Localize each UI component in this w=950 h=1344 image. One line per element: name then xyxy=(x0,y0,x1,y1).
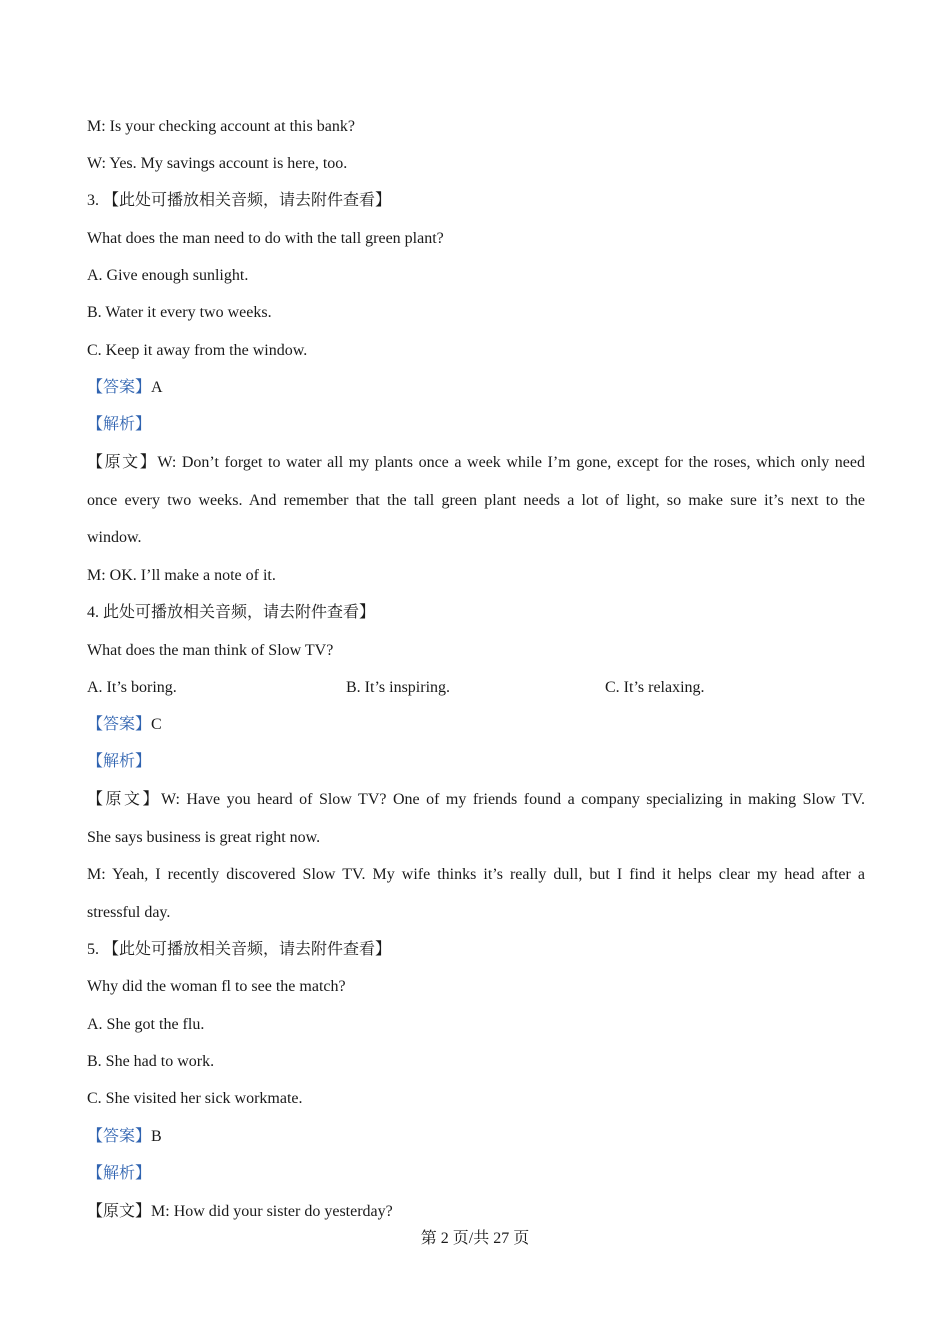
answer-value: A xyxy=(151,379,163,396)
original-text-tag: 【原文】 xyxy=(87,454,158,471)
analysis-tag: 【解析】 xyxy=(87,416,152,433)
question-3-option-c: C. Keep it away from the window. xyxy=(87,342,308,359)
transcript-line: window. xyxy=(87,529,142,546)
question-5-option-a: A. She got the flu. xyxy=(87,1016,205,1033)
answer-tag: 【答案】 xyxy=(87,716,152,733)
answer-value: C xyxy=(151,716,162,733)
transcript-line: M: Yeah, I recently discovered Slow TV. My wife thinks it’s really dull, but I find it helps clear my head after a xyxy=(87,866,865,883)
analysis-tag: 【解析】 xyxy=(87,753,152,770)
transcript-line: once every two weeks. And remember that the tall green plant needs a lot of light, so make sure it’s next to the xyxy=(87,492,865,509)
question-3-title: 3. 【此处可播放相关音频，请去附件查看】 xyxy=(87,192,392,209)
question-5-option-c: C. She visited her sick workmate. xyxy=(87,1090,303,1107)
dialogue-line: M: Is your checking account at this bank? xyxy=(87,118,355,135)
transcript-line: stressful day. xyxy=(87,904,171,921)
original-text-tag: 【原文】 xyxy=(87,791,161,808)
question-4-text: What does the man think of Slow TV? xyxy=(87,642,334,659)
transcript-text: W: Don’t forget to water all my plants once a week while I’m gone, except for the roses, which only need xyxy=(157,454,865,471)
answer-tag: 【答案】 xyxy=(87,1128,152,1145)
transcript-line xyxy=(87,790,865,810)
answer-value: B xyxy=(151,1128,162,1145)
question-3-text: What does the man need to do with the tall green plant? xyxy=(87,230,444,247)
page-footer: 第 2 页/共 27 页 xyxy=(420,1230,530,1247)
dialogue-line: W: Yes. My savings account is here, too. xyxy=(87,155,348,172)
analysis-tag: 【解析】 xyxy=(87,1165,152,1182)
transcript-line: M: OK. I’ll make a note of it. xyxy=(87,567,276,584)
question-3-option-a: A. Give enough sunlight. xyxy=(87,267,249,284)
transcript-line xyxy=(87,1202,865,1222)
question-5-answer xyxy=(87,1127,865,1147)
transcript-line: She says business is great right now. xyxy=(87,829,321,846)
transcript-text: W: Have you heard of Slow TV? One of my friends found a company specializing in making Slow TV. xyxy=(160,791,865,808)
answer-tag: 【答案】 xyxy=(87,379,152,396)
question-5-title: 5. 【此处可播放相关音频，请去附件查看】 xyxy=(87,941,392,958)
question-5-text: Why did the woman fl to see the match? xyxy=(87,978,346,995)
question-4-answer xyxy=(87,715,865,735)
question-4-option-b: B. It’s inspiring. xyxy=(346,679,451,696)
question-5-option-b: B. She had to work. xyxy=(87,1053,215,1070)
question-4-option-a: A. It’s boring. xyxy=(87,679,177,696)
transcript-text: M: How did your sister do yesterday? xyxy=(151,1203,393,1220)
question-3-option-b: B. Water it every two weeks. xyxy=(87,304,272,321)
question-4-title: 4. 此处可播放相关音频，请去附件查看】 xyxy=(87,604,376,621)
question-3-answer xyxy=(87,378,865,398)
transcript-line xyxy=(87,453,865,473)
original-text-tag: 【原文】 xyxy=(87,1203,152,1220)
question-4-option-c: C. It’s relaxing. xyxy=(605,679,705,696)
